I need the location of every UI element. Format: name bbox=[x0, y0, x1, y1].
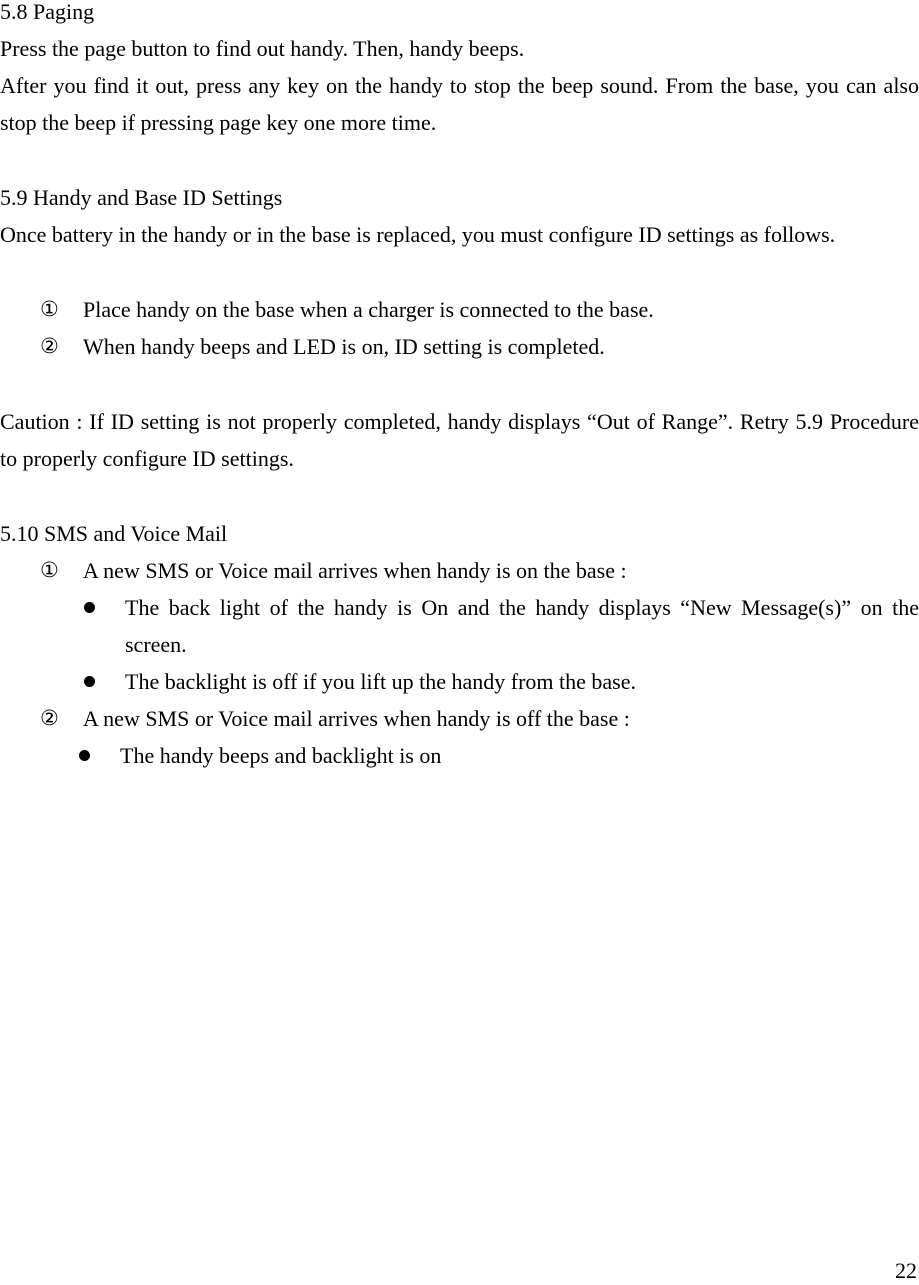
id-step-text: Place handy on the base when a charger is connected to the base. bbox=[83, 297, 654, 322]
section-heading-paging: 5.8 Paging bbox=[0, 0, 95, 24]
spacer bbox=[0, 477, 919, 515]
bullet-list-item bbox=[0, 663, 919, 700]
section-heading-id-settings: 5.9 Handy and Base ID Settings bbox=[0, 185, 283, 210]
sms-case-item bbox=[0, 552, 919, 589]
paging-instruction: Press the page button to find out handy. Then, handy beeps. bbox=[0, 36, 525, 61]
section-heading-sms: 5.10 SMS and Voice Mail bbox=[0, 521, 228, 546]
sms-case-text: A new SMS or Voice mail arrives when handy is off the base : bbox=[83, 706, 630, 731]
paging-paragraph: After you find it out, press any key on the handy to stop the beep sound. From the base, you can also stop the beep if pressing page key one more time. bbox=[0, 73, 919, 135]
bullet-dot-icon bbox=[84, 676, 95, 687]
sms-case-text: A new SMS or Voice mail arrives when handy is on the base : bbox=[83, 558, 627, 583]
bullet-text: The back light of the handy is On and the handy displays “New Message(s)” on the screen. bbox=[125, 595, 919, 657]
id-step-item bbox=[0, 328, 919, 365]
bullet-dot-icon bbox=[79, 750, 90, 761]
spacer bbox=[0, 253, 919, 291]
caution-paragraph: Caution : If ID setting is not properly completed, handy displays “Out of Range”. Retry 5.9 Procedure to properly configure ID settings. bbox=[0, 409, 919, 471]
circled-number-marker: ① bbox=[40, 558, 59, 582]
bullet-text: The backlight is off if you lift up the handy from the base. bbox=[125, 669, 636, 694]
bullet-list-item bbox=[0, 737, 919, 774]
bullet-text: The handy beeps and backlight is on bbox=[120, 743, 442, 768]
circled-number-marker: ② bbox=[40, 334, 59, 358]
bullet-list-item bbox=[0, 589, 919, 663]
circled-number-marker: ① bbox=[40, 297, 59, 321]
id-settings-paragraph: Once battery in the handy or in the base is replaced, you must configure ID settings as follows. bbox=[0, 222, 836, 247]
circled-number-marker: ② bbox=[40, 706, 59, 730]
id-step-item bbox=[0, 291, 919, 328]
bullet-dot-icon bbox=[84, 602, 95, 613]
page-number: 22 bbox=[895, 1258, 917, 1283]
spacer bbox=[0, 141, 919, 179]
sms-case-item bbox=[0, 700, 919, 737]
id-step-text: When handy beeps and LED is on, ID setting is completed. bbox=[83, 334, 605, 359]
spacer bbox=[0, 365, 919, 403]
